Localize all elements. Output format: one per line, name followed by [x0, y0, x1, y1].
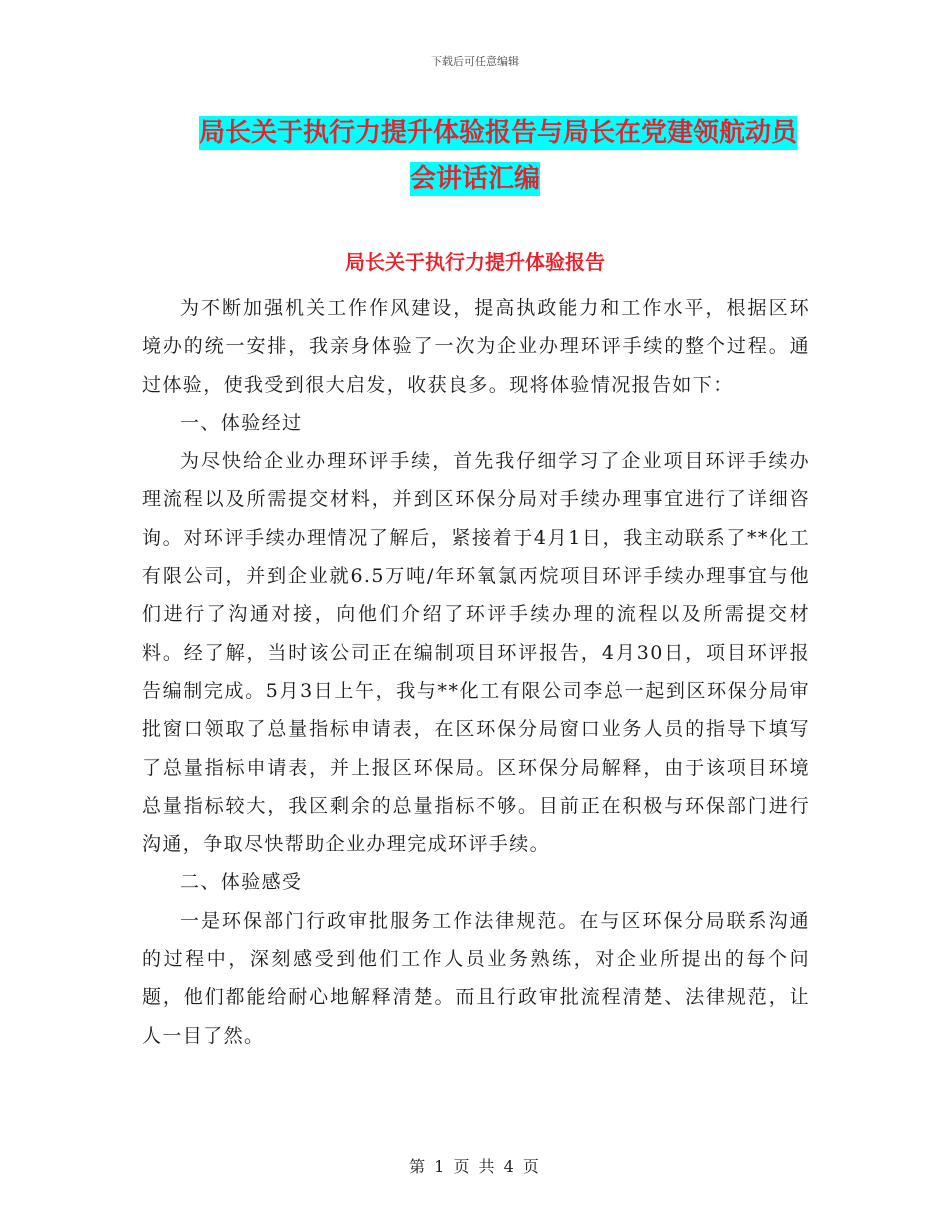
title-line-2: 会讲话汇编	[409, 164, 540, 194]
paragraph-experience-process: 为尽快给企业办理环评手续，首先我仔细学习了企业项目环评手续办理流程以及所需提交材料，并到区环保分局对手续办理事宜进行了详细咨询。对环评手续办理情况了解后，紧接着于4月1日，我主动联系了**化工有限公司，并到企业就6.5万吨/年环氧氯丙烷项目环评手续办理事宜与他们进行了沟通对接，向他们介绍了环评手续办理的流程以及所需提交材料。经了解，当时该公司正在编制项目环评报告，4月30日，项目环评报告编制完成。5月3日上午，我与**化工有限公司李总一起到区环保分局审批窗口领取了总量指标申请表，在区环保分局窗口业务人员的指导下填写了总量指标申请表，并上报区环保局。区环保分局解释，由于该项目环境总量指标较大，我区剩余的总量指标不够。目前正在积极与环保部门进行沟通，争取尽快帮助企业办理完成环评手续。	[142, 450, 810, 856]
heading-experience-process: 一、体验经过	[180, 411, 303, 434]
heading-experience-feelings: 二、体验感受	[180, 871, 303, 894]
header-note: 下载后可任意编辑	[431, 55, 519, 68]
section-title: 局长关于执行力提升体验报告	[345, 250, 605, 274]
document-title	[0, 110, 950, 202]
paragraph-intro: 为不断加强机关工作作风建设，提高执政能力和工作水平，根据区环境办的统一安排，我亲身体验了一次为企业办理环评手续的整个过程。通过体验，使我受到很大启发，收获良多。现将体验情况报告如下：	[142, 297, 810, 396]
page-footer: 第 1 页 共 4 页	[409, 1157, 541, 1176]
paragraph-feeling-one: 一是环保部门行政审批服务工作法律规范。在与区环保分局联系沟通的过程中，深刻感受到他们工作人员业务熟练，对企业所提出的每个问题，他们都能给耐心地解释清楚。而且行政审批流程清楚、法律规范，让人一目了然。	[142, 909, 810, 1047]
body-content	[142, 289, 810, 1055]
title-line-1: 局长关于执行力提升体验报告与局长在党建领航动员	[198, 118, 797, 148]
